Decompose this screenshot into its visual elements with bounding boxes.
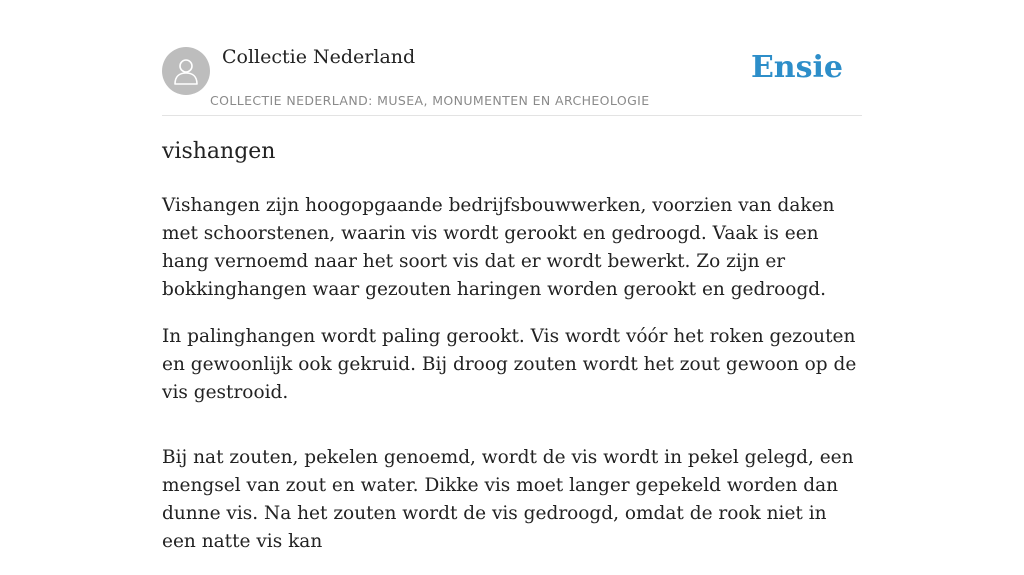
article-title: vishangen — [162, 139, 276, 164]
user-silhouette-icon — [172, 56, 200, 86]
article-paragraph: In palinghangen wordt paling gerookt. Vis wordt vóór het roken gezouten en gewoonlijk ook gekruid. Bij droog zouten wordt het zout gewoon op de vis gestrooid. — [162, 326, 857, 403]
article-paragraph: Bij nat zouten, pekelen genoemd, wordt de vis wordt in pekel gelegd, een mengsel van zout en water. Dikke vis moet langer gepekeld worden dan dunne vis. Na het zouten wordt de vis gedroogd, omdat de rook niet in een natte vis kan — [162, 447, 854, 552]
author-avatar[interactable] — [162, 47, 210, 95]
page-container — [162, 0, 862, 552]
source-name-link[interactable]: COLLECTIE NEDERLAND: MUSEA, MONUMENTEN EN ARCHEOLOGIE — [210, 93, 650, 108]
article-body — [162, 192, 862, 575]
ensie-logo[interactable]: Ensie — [750, 50, 843, 85]
article-header — [162, 0, 862, 116]
author-name-link[interactable]: Collectie Nederland — [222, 46, 416, 68]
article-paragraph: Vishangen zijn hoogopgaande bedrijfsbouwwerken, voorzien van daken met schoorstenen, waarin vis wordt gerookt en gedroogd. Vaak is een hang vernoemd naar het soort vis dat er wordt bewerkt. Zo zijn er bokkinghangen waar gezouten haringen worden gerookt en gedroogd. — [162, 195, 835, 300]
